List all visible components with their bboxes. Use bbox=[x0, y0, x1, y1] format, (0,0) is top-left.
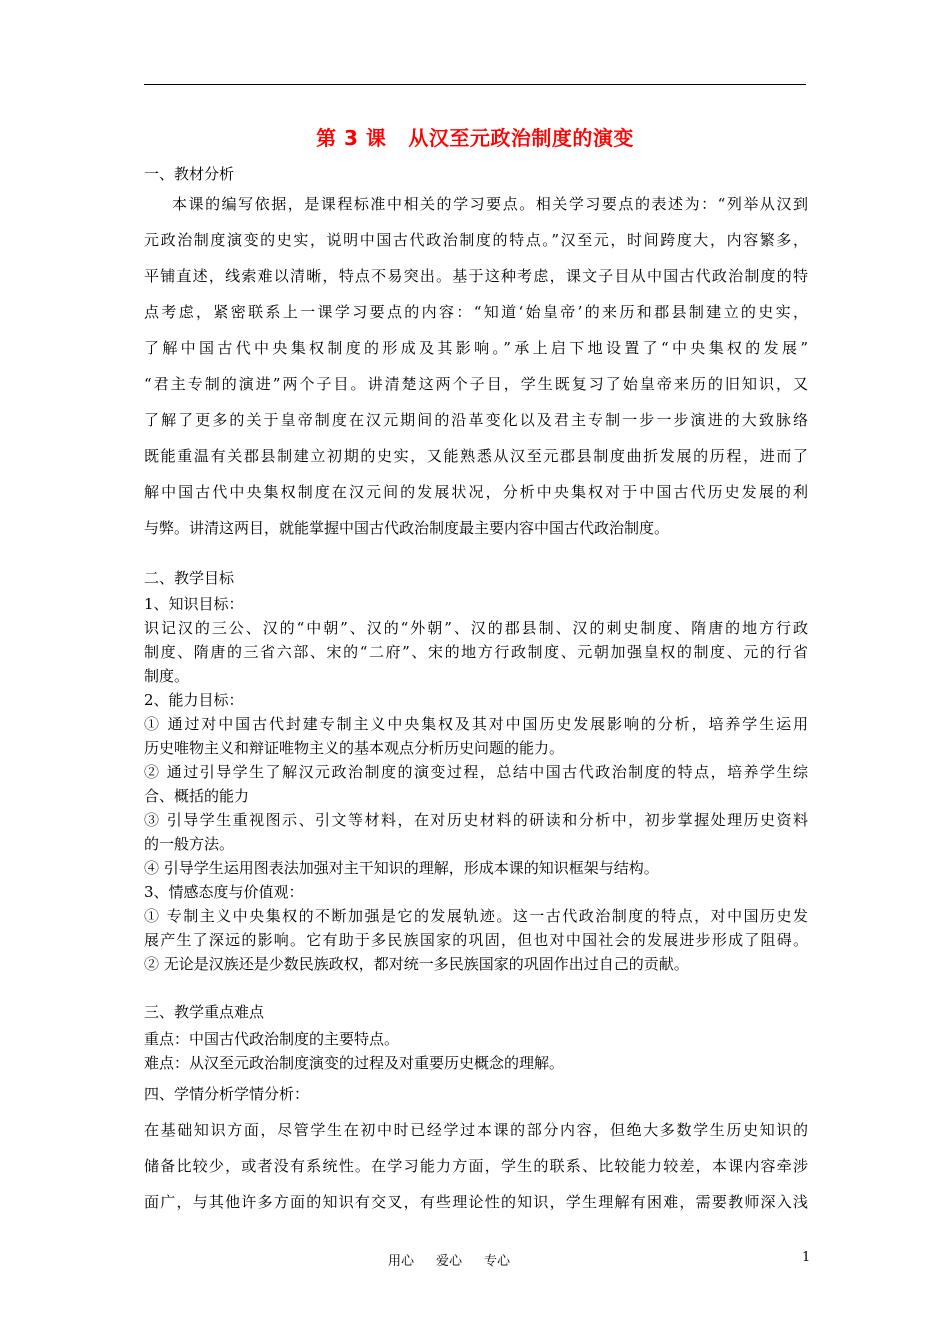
knowledge-heading: 1、知识目标： bbox=[144, 595, 244, 613]
section-heading-objectives: 二、教学目标 bbox=[144, 569, 235, 587]
text-line: 制度、隋唐的三省六部、宋的“二府”、宋的地方行政制度、元朝加强皇权的制度、元的行省 bbox=[144, 643, 808, 661]
text-line: 点考虑，紧密联系上一课学习要点的内容：“知道‘始皇帝’的来历和郡县制建立的史实， bbox=[144, 303, 808, 321]
text-line: 识记汉的三公、汉的“中朝”、汉的“外朝”、汉的郡县制、汉的刺史制度、隋唐的地方行政 bbox=[144, 619, 808, 637]
text-line: 的一般方法。 bbox=[144, 835, 235, 853]
footer-word: 爱心 bbox=[436, 1254, 463, 1269]
text-line: 解中国古代中央集权制度在汉元间的发展状况，分析中央集权对于中国古代历史发展的利 bbox=[144, 483, 808, 501]
text-line: “君主专制的演进”两个子目。讲清楚这两个子目，学生既复习了始皇帝来历的旧知识，又 bbox=[144, 375, 808, 393]
footer-word: 用心 bbox=[388, 1254, 415, 1269]
text-line: 既能重温有关郡县制建立初期的史实，又能熟悉从汉至元郡县制度曲折发展的历程，进而了 bbox=[144, 447, 808, 465]
text-line: ③ 引导学生重视图示、引文等材料，在对历史材料的研读和分析中，初步掌握处理历史资料 bbox=[144, 811, 808, 829]
section-heading-keypoints: 三、教学重点难点 bbox=[144, 1003, 265, 1021]
text-line: ② 通过引导学生了解汉元政治制度的演变过程，总结中国古代政治制度的特点，培养学生综 bbox=[144, 763, 808, 781]
text-line: 历史唯物主义和辩证唯物主义的基本观点分析历史问题的能力。 bbox=[144, 739, 565, 757]
text-line: 储备比较少，或者没有系统性。在学习能力方面，学生的联系、比较能力较差，本课内容牵涉 bbox=[144, 1157, 808, 1175]
section-heading-analysis: 一、教材分析 bbox=[144, 165, 235, 183]
text-line: 了解中国古代中央集权制度的形成及其影响。”承上启下地设置了“中央集权的发展” bbox=[144, 339, 808, 357]
text-line: ① 专制主义中央集权的不断加强是它的发展轨迹。这一古代政治制度的特点，对中国历史发 bbox=[144, 907, 808, 925]
page-number: 1 bbox=[802, 1250, 811, 1265]
text-line: 展产生了深远的影响。它有助于多民族国家的巩固，但也对中国社会的发展进步形成了阻碍。 bbox=[144, 931, 808, 949]
text-line: 与弊。讲清这两目，就能掌握中国古代政治制度最主要内容中国古代政治制度。 bbox=[144, 519, 670, 537]
text-line: 元政治制度演变的史实，说明中国古代政治制度的特点。”汉至元，时间跨度大，内容繁多， bbox=[144, 231, 808, 249]
text-line: ② 无论是汉族还是少数民族政权，都对统一多民族国家的巩固作出过自己的贡献。 bbox=[144, 955, 689, 973]
text-line: 面广，与其他许多方面的知识有交叉，有些理论性的知识，学生理解有困难，需要教师深入浅 bbox=[144, 1193, 808, 1211]
ability-heading: 2、能力目标： bbox=[144, 691, 244, 709]
lesson-name: 从汉至元政治制度的演变 bbox=[408, 126, 634, 150]
text-line: 在基础知识方面，尽管学生在初中时已经学过本课的部分内容，但绝大多数学生历史知识的 bbox=[144, 1121, 808, 1139]
analysis-paragraph bbox=[144, 186, 808, 546]
lesson-title bbox=[0, 124, 950, 152]
learner-paragraph bbox=[144, 1112, 808, 1220]
text-line: 本课的编写依据，是课程标准中相关的学习要点。相关学习要点的表述为：“列举从汉到 bbox=[172, 195, 808, 213]
section-heading-learners: 四、学情分析学情分析： bbox=[144, 1085, 310, 1103]
header-rule bbox=[144, 84, 806, 85]
text-line: 了解了更多的关于皇帝制度在汉元期间的沿革变化以及君主专制一步一步演进的大致脉络 bbox=[144, 411, 808, 429]
emotion-heading: 3、情感态度与价值观： bbox=[144, 883, 304, 901]
text-line: ① 通过对中国古代封建专制主义中央集权及其对中国历史发展影响的分析，培养学生运用 bbox=[144, 715, 808, 733]
keypoints-block bbox=[144, 1027, 808, 1075]
text-line: 平铺直述，线索难以清晰，特点不易突出。基于这种考虑，课文子目从中国古代政治制度的特 bbox=[144, 267, 808, 285]
footer-motto bbox=[388, 1250, 532, 1269]
text-line: 合、概括的能力 bbox=[144, 787, 250, 805]
text-line: 制度。 bbox=[144, 667, 190, 685]
key-point: 重点：中国古代政治制度的主要特点。 bbox=[144, 1030, 400, 1048]
footer-word: 专心 bbox=[484, 1254, 511, 1269]
text-line: ④ 引导学生运用图表法加强对主干知识的理解，形成本课的知识框架与结构。 bbox=[144, 859, 659, 877]
lesson-number: 第 3 课 bbox=[316, 126, 387, 150]
difficult-point: 难点：从汉至元政治制度演变的过程及对重要历史概念的理解。 bbox=[144, 1054, 565, 1072]
objectives-block bbox=[144, 592, 808, 976]
